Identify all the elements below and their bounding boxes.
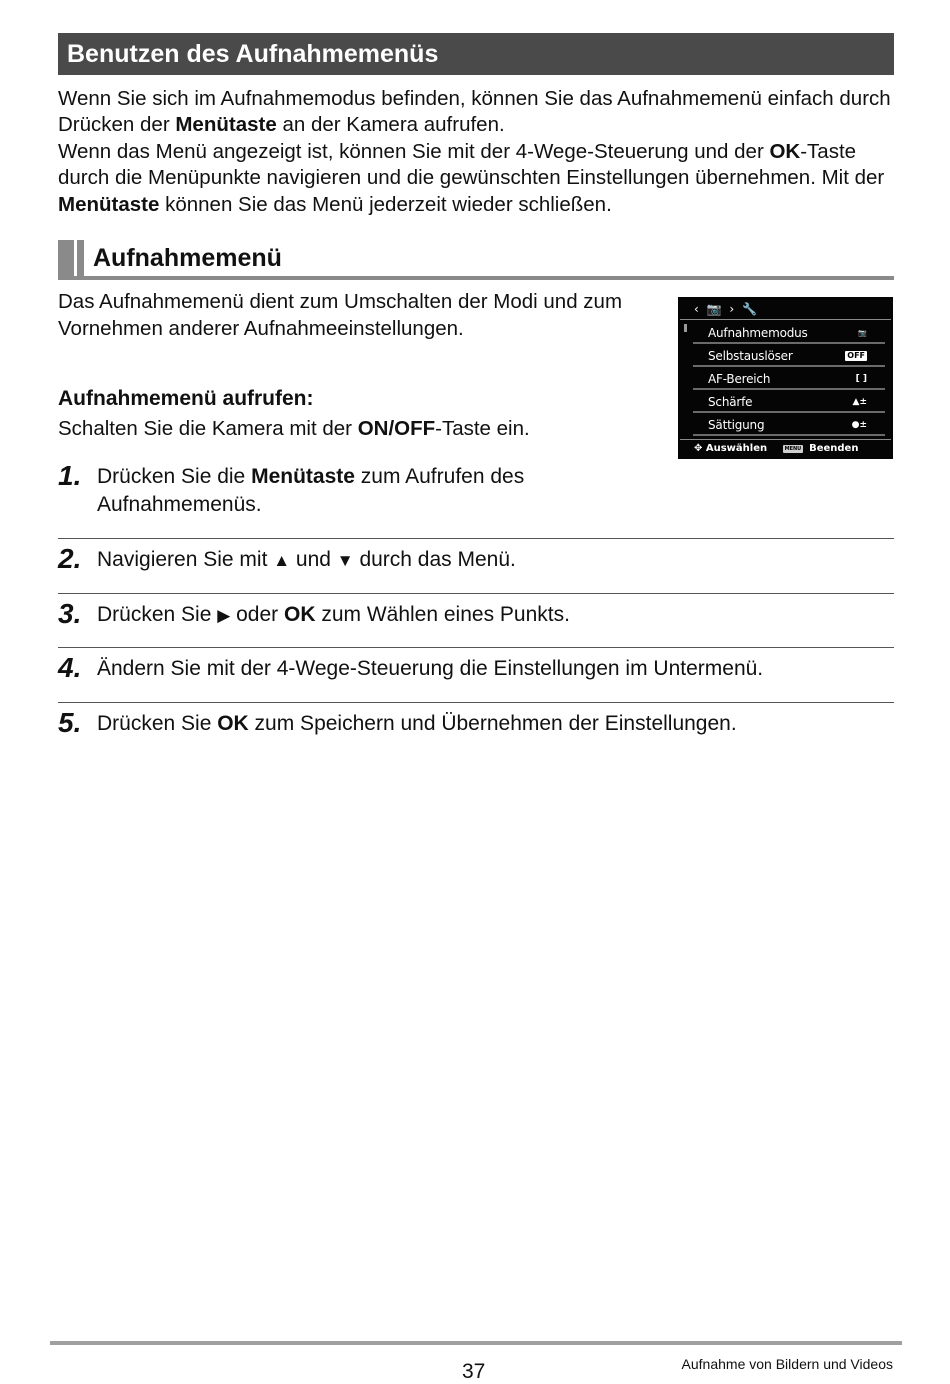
step-text [97,655,887,683]
text-span: Navigieren Sie mit [97,548,274,571]
text-span: -Taste ein. [435,417,530,440]
step-text [97,710,887,738]
off-icon: OFF [847,351,865,360]
step-text [97,601,887,630]
text-span: durch das Menü. [353,548,516,571]
down-arrow-icon: ▼ [336,551,354,570]
sharpness-icon: ▲± [852,397,867,407]
header-rule [58,276,894,280]
exit-hint: Beenden [809,443,859,454]
camera-menu-item [693,369,885,390]
camera-menu-item [693,392,885,413]
camera-menu-item [693,346,885,367]
chapter-title: Aufnahme von Bildern und Videos [681,1356,893,1372]
text-span: Ändern Sie mit der 4-Wege-Steuerung die Einstellungen im Untermenü. [97,657,764,680]
step-divider [58,647,894,648]
step-text [97,463,617,519]
camera-menu-item-label: Aufnahmemodus [708,326,808,340]
step-number: 4. [58,652,82,683]
header-accent-bar [58,240,74,276]
saturation-value: ± [859,420,867,430]
text-span: Schalten Sie die Kamera mit der [58,417,358,440]
saturation-icon: ●± [851,420,867,430]
wrench-icon: 🔧 [742,302,760,316]
intro-text-span: können Sie das Menü jederzeit wieder schließen. [159,192,612,216]
camera-menu-tabs [694,300,759,318]
intro-paragraph-2 [58,139,898,218]
intro-text-span: -Taste durch die Menüpunkte navigieren und die gewünschten Einstellungen übernehmen. Mit der [58,139,885,190]
text-span: zum Speichern und Übernehmen der Einstellungen. [248,712,737,735]
camera-menu-hints [694,442,858,456]
divider [680,319,891,320]
onoff-key-term: ON/OFF [357,417,436,440]
step-text [97,546,887,575]
scrollbar [684,324,687,332]
section-title: Aufnahmemenü [93,244,282,272]
menu-key-term: Menütaste [58,192,160,216]
step-number: 1. [58,460,82,491]
text-span: zum Wählen eines Punkts. [315,603,570,626]
section-description: Das Aufnahmemenü dient zum Umschalten der Modi und zum Vornehmen anderer Aufnahmeeinstellungen. [58,290,623,340]
camera-menu-item-label: Schärfe [708,395,753,409]
intro-paragraph-1 [58,86,898,139]
text-span: oder [230,603,284,626]
page-number: 37 [462,1360,486,1383]
up-arrow-icon: ▲ [273,551,291,570]
header-accent-bar [77,240,84,276]
step-divider [58,593,894,594]
chevron-left-icon: ‹ [694,302,701,316]
ok-key-term: OK [769,139,801,163]
page-title: Benutzen des Aufnahmemenüs [58,33,894,75]
camera-auto-icon: 📷 [858,329,867,337]
footer-rule [50,1341,902,1345]
step-divider [58,702,894,703]
camera-menu-item-label: Selbstauslöser [708,349,793,363]
chevron-right-icon: › [729,302,737,316]
camera-icon: 📷 [706,302,724,316]
step-number: 2. [58,543,82,574]
text-span: zum Aufrufen des Aufnahmemenüs. [97,465,525,516]
text-span: Drücken Sie die [97,465,252,488]
divider [680,439,891,440]
step-number: 5. [58,707,82,738]
camera-menu-screenshot [678,297,893,459]
text-span: Drücken Sie [97,712,218,735]
ok-key-term: OK [217,712,249,735]
step-number: 3. [58,598,82,629]
step-divider [58,538,894,539]
camera-menu-item [693,323,885,344]
menu-key-icon: MENU [784,446,802,452]
text-span: und [290,548,337,571]
menu-key-term: Menütaste [175,113,277,137]
subsection-text [58,415,530,442]
right-arrow-icon: ▶ [217,606,231,625]
four-way-control-icon: ✥ [694,443,703,454]
menu-key-term: Menütaste [251,465,355,488]
camera-menu-item-label: Sättigung [708,418,765,432]
camera-menu-item-label: AF-Bereich [708,372,771,386]
section-header [58,240,894,280]
intro-text-span: Wenn Sie sich im Aufnahmemodus befinden, können Sie das Aufnahmemenü einfach durch Drücken der [58,87,891,137]
intro-text-span: Wenn das Menü angezeigt ist, können Sie mit der 4-Wege-Steuerung und der [58,139,770,163]
sharpness-value: ± [859,397,867,407]
intro-text [58,86,898,218]
text-span: Drücken Sie [97,603,218,626]
camera-menu-item [693,415,885,436]
ok-key-term: OK [284,603,316,626]
af-area-icon: [ ] [855,374,867,384]
intro-text-span: an der Kamera aufrufen. [276,113,505,137]
select-hint: Auswählen [705,443,768,454]
subsection-title: Aufnahmemenü aufrufen: [58,387,314,410]
